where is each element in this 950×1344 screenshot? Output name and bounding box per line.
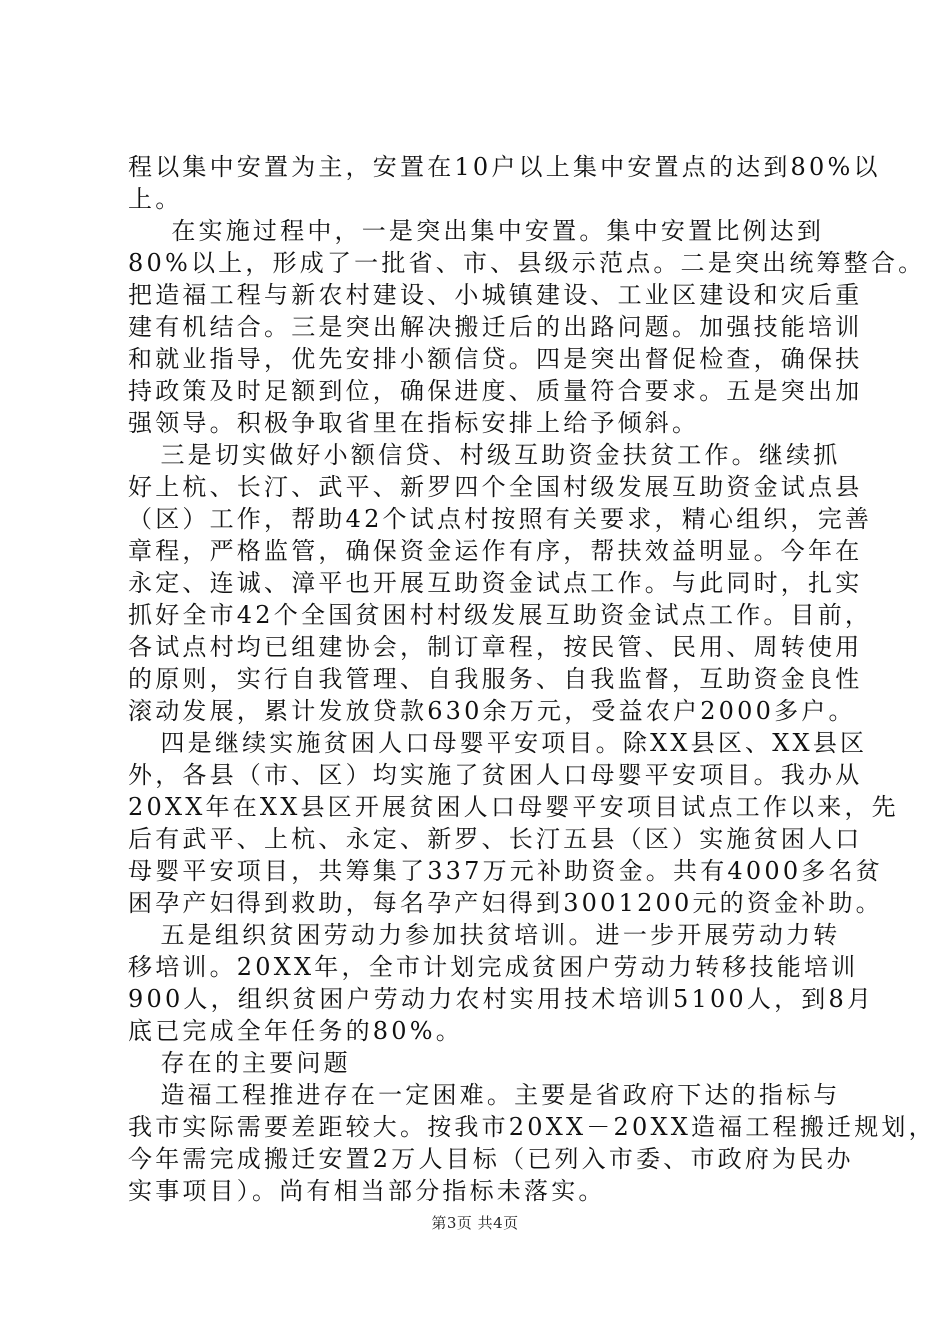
- text-line: 好上杭、长汀、武平、新罗四个全国村级发展互助资金试点县: [128, 473, 863, 501]
- text-line: 20XX年在XX县区开展贫困人口母婴平安项目试点工作以来，先: [128, 793, 899, 821]
- text-line: 移培训。20XX年，全市计划完成贫困户劳动力转移技能培训: [128, 953, 859, 981]
- text-line: 900人，组织贫困户劳动力农村实用技术培训5100人，到8月: [128, 985, 875, 1013]
- text-line: 母婴平安项目，共筹集了337万元补助资金。共有4000多名贫: [128, 857, 883, 885]
- text-line: 建有机结合。三是突出解决搬迁后的出路问题。加强技能培训: [128, 313, 863, 341]
- page-number-footer: 第3页 共4页: [431, 1214, 519, 1232]
- text-line: 80%以上，形成了一批省、市、县级示范点。二是突出统筹整合。: [128, 249, 926, 277]
- text-line: 在实施过程中，一是突出集中安置。集中安置比例达到: [128, 217, 825, 245]
- text-line: 程以集中安置为主，安置在10户以上集中安置点的达到80%以: [128, 153, 881, 181]
- document-body: [128, 151, 936, 1207]
- text-line: 滚动发展，累计发放贷款630余万元，受益农户2000多户。: [128, 697, 856, 725]
- text-line: 我市实际需要差距较大。按我市20XX－20XX造福工程搬迁规划，: [128, 1113, 936, 1141]
- text-line: 困孕产妇得到救助，每名孕产妇得到3001200元的资金补助。: [128, 889, 883, 917]
- text-line: 外，各县（市、区）均实施了贫困人口母婴平安项目。我办从: [128, 761, 863, 789]
- text-line: 造福工程推进存在一定困难。主要是省政府下达的指标与: [128, 1081, 841, 1109]
- text-line: 存在的主要问题: [128, 1049, 351, 1077]
- text-line: 实事项目）。尚有相当部分指标未落实。: [128, 1177, 606, 1205]
- text-line: 各试点村均已组建协会，制订章程，按民管、民用、周转使用: [128, 633, 863, 661]
- text-line: 三是切实做好小额信贷、村级互助资金扶贫工作。继续抓: [128, 441, 841, 469]
- text-line: 抓好全市42个全国贫困村村级发展互助资金试点工作。目前，: [128, 601, 873, 629]
- text-line: 后有武平、上杭、永定、新罗、长汀五县（区）实施贫困人口: [128, 825, 863, 853]
- text-line: 强领导。积极争取省里在指标安排上给予倾斜。: [128, 409, 700, 437]
- text-line: （区）工作，帮助42个试点村按照有关要求，精心组织，完善: [128, 505, 873, 533]
- text-line: 持政策及时足额到位，确保进度、质量符合要求。五是突出加: [128, 377, 863, 405]
- text-line: 四是继续实施贫困人口母婴平安项目。除XX县区、XX县区: [128, 729, 868, 757]
- text-line: 五是组织贫困劳动力参加扶贫培训。进一步开展劳动力转: [128, 921, 841, 949]
- text-line: 底已完成全年任务的80%。: [128, 1017, 463, 1045]
- text-line: 上。: [128, 185, 183, 213]
- text-line: 今年需完成搬迁安置2万人目标（已列入市委、市政府为民办: [128, 1145, 854, 1173]
- text-line: 章程，严格监管，确保资金运作有序，帮扶效益明显。今年在: [128, 537, 863, 565]
- text-line: 的原则，实行自我管理、自我服务、自我监督，互助资金良性: [128, 665, 863, 693]
- text-line: 把造福工程与新农村建设、小城镇建设、工业区建设和灾后重: [128, 281, 863, 309]
- text-line: 永定、连诚、漳平也开展互助资金试点工作。与此同时，扎实: [128, 569, 863, 597]
- text-line: 和就业指导，优先安排小额信贷。四是突出督促检查，确保扶: [128, 345, 863, 373]
